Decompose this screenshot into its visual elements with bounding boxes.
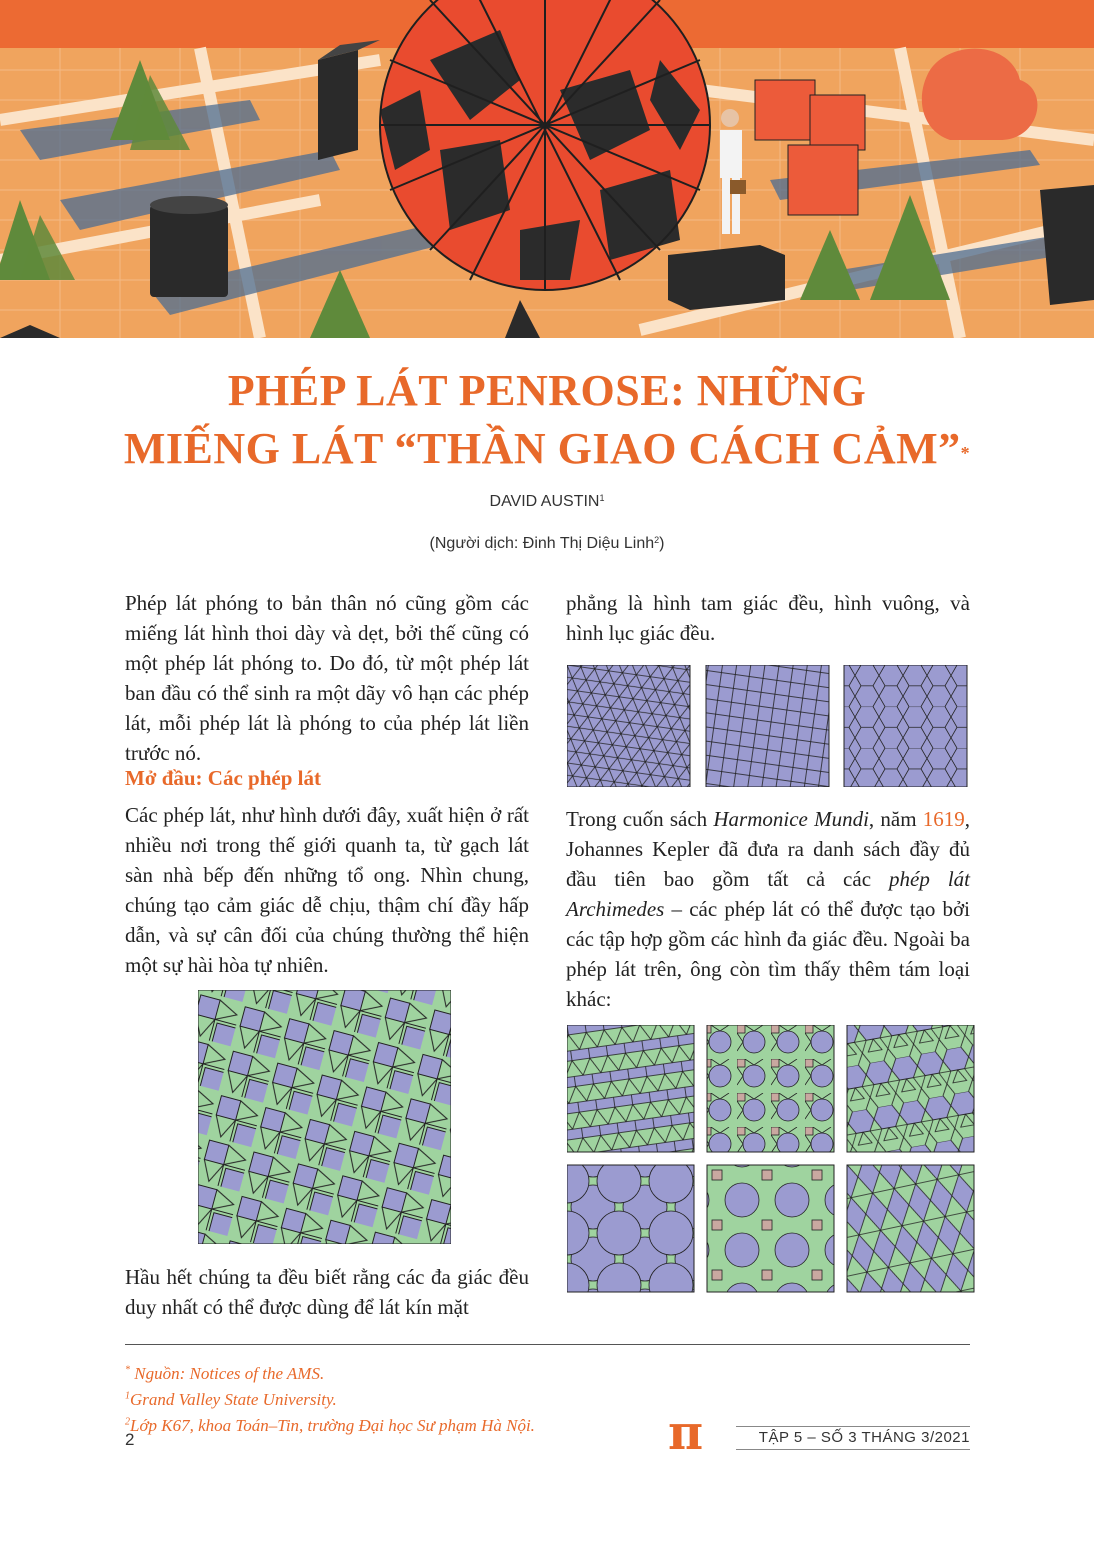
title-line-1: PHÉP LÁT PENROSE: NHỮNG <box>227 366 867 415</box>
left-paragraph-3: Hầu hết chúng ta đều biết rằng các đa giác đều duy nhất có thể được dùng để lát kín mặt <box>125 1265 529 1319</box>
archimedean-tiling-6 <box>847 1165 974 1292</box>
archimedean-tiling-5 <box>707 1165 834 1292</box>
issue-label: TẬP 5 – SỐ 3 THÁNG 3/2021 <box>736 1426 970 1450</box>
archimedean-tilings-figure <box>567 1025 975 1293</box>
right-paragraph-2 <box>566 804 970 1014</box>
footnote-2 <box>125 1390 337 1410</box>
footnote-3 <box>125 1416 535 1436</box>
footnote-1-text: Nguồn: Notices of the AMS. <box>134 1364 325 1383</box>
translator-prefix: (Người dịch: Đinh Thị Diệu Linh <box>429 535 655 552</box>
right-paragraph-1: phẳng là hình tam giác đều, hình vuông, và hình lục giác đều. <box>566 591 970 645</box>
title-line-2-text: MIẾNG LÁT “THẦN GIAO CÁCH CẢM” <box>123 424 961 473</box>
footnote-2-mark: 1 <box>125 1390 130 1402</box>
footnote-1 <box>125 1364 324 1384</box>
regular-tilings-figure <box>567 665 969 787</box>
translator-suffix: ) <box>659 535 665 552</box>
right-para2-part-b: , năm <box>868 807 923 831</box>
triangle-tiling <box>567 665 690 787</box>
term-archimedes: phép lát Archimedes <box>566 867 970 921</box>
archimedean-tiling-2 <box>707 1025 834 1152</box>
page-number: 2 <box>125 1430 135 1449</box>
left-paragraph-2: Các phép lát, như hình dưới đây, xuất hiện ở rất nhiều nơi trong thế giới quanh ta, từ gạch lát sàn nhà bếp đến những tổ ong. Nhìn chung, chúng tạo cảm giác dễ chịu, thậm chí đầy hấp dẫn, và sự cân đối của chúng thường thể hiện một sự hài hòa tự nhiên. <box>125 803 529 977</box>
book-title: Harmonice Mundi <box>713 807 869 831</box>
archimedean-tiling-3 <box>847 1025 974 1152</box>
penrose-like-tiling-figure <box>198 990 451 1244</box>
translator-footnote-mark: 2 <box>654 535 660 545</box>
footnote-3-text: Lớp K67, khoa Toán–Tin, trường Đại học Sư phạm Hà Nội. <box>130 1416 535 1435</box>
hexagon-tiling <box>844 665 967 787</box>
translator-line <box>0 535 1094 553</box>
title-line-2 <box>0 420 1094 478</box>
author-line <box>0 493 1094 511</box>
author-footnote-mark: 1 <box>599 493 605 503</box>
footnote-3-mark: 2 <box>125 1416 130 1428</box>
footnote-1-mark: * <box>125 1364 130 1376</box>
archimedean-tiling-1 <box>567 1025 694 1152</box>
archimedean-tiling-4 <box>567 1165 694 1292</box>
year-link[interactable]: 1619 <box>922 807 965 831</box>
pi-logo: π <box>668 1405 704 1461</box>
right-para2-part-a: Trong cuốn sách <box>566 807 714 831</box>
footnote-2-text: Grand Valley State University. <box>130 1390 337 1409</box>
geometry-illustration <box>0 0 1094 338</box>
right-para2-part-d: – các phép lát có thể được tạo bởi các tập hợp gồm các hình đa giác đều. Ngoài ba phép lát trên, ông còn tìm thấy thêm tám loại khác: <box>566 897 970 1011</box>
footnote-divider <box>125 1344 970 1345</box>
author-name: DAVID AUSTIN <box>489 493 600 510</box>
header-illustration <box>0 0 1094 338</box>
title-footnote-mark: * <box>960 443 971 463</box>
left-paragraph-1: Phép lát phóng to bản thân nó cũng gồm các miếng lát hình thoi dày và dẹt, bởi thế cũng có một phép lát phóng to. Do đó, từ một phép lát ban đầu có thể sinh ra một dãy vô hạn các phép lát, mỗi phép lát là phóng to của phép lát liền trước nó. <box>125 591 529 765</box>
right-para2-part-c: , Johannes Kepler đã đưa ra danh sách đầy đủ đầu tiên bao gồm tất cả các <box>566 807 970 891</box>
section-heading: Mở đầu: Các phép lát <box>125 766 321 790</box>
article-title <box>0 362 1094 478</box>
square-tiling <box>706 665 829 787</box>
